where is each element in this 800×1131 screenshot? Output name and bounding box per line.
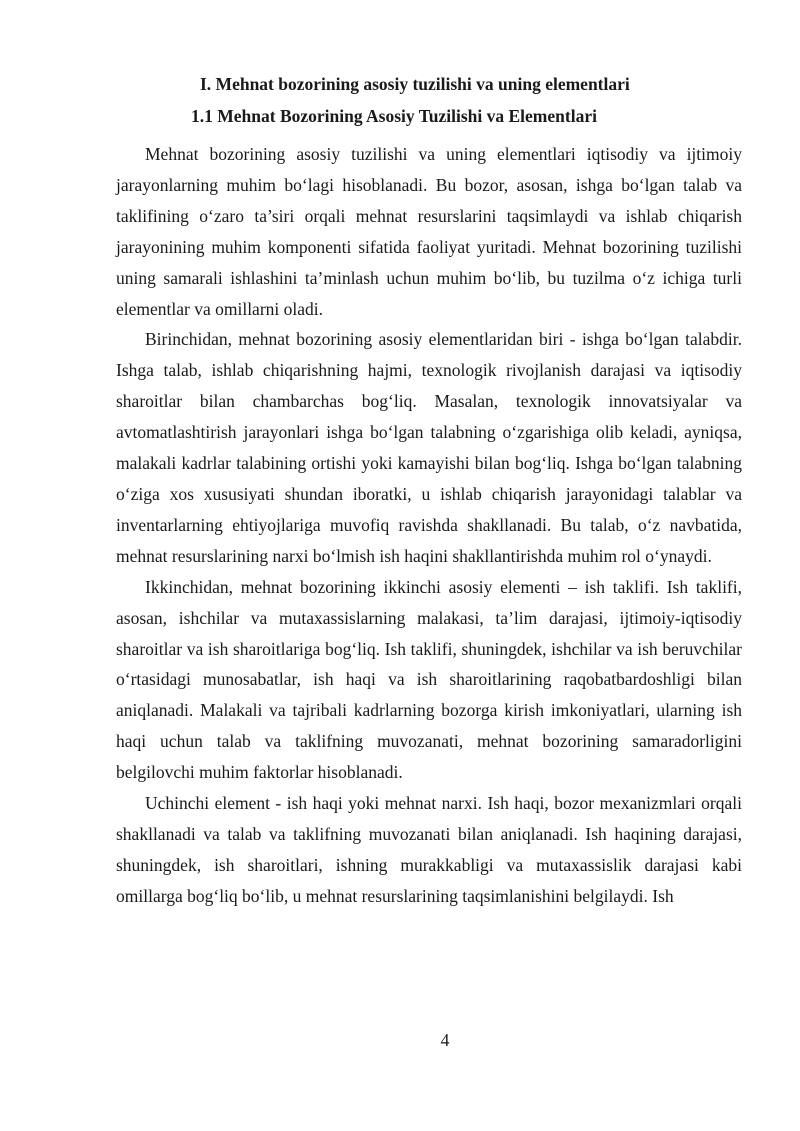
section-heading: I. Mehnat bozorining asosiy tuzilishi va uning elementlari [200, 74, 630, 94]
subsection-heading: 1.1 Mehnat Bozorining Asosiy Tuzilishi va Elementlari [191, 106, 597, 126]
paragraph: Birinchidan, mehnat bozorining asosiy elementlaridan biri - ishga bo‘lgan talabdir. Ishga talab, ishlab chiqarishning hajmi, texnologik rivojlanish darajasi va iqtisodiy sharoitlar bilan chambarchas bog‘liq. Masalan, texnologik innovatsiyalar va avtomatlashtirish jarayonlari ishga bo‘lgan talabning o‘zgarishiga olib keladi, ayniqsa, malakali kadrlar talabining ortishi yoki kamayishi bilan bog‘liq. Ishga bo‘lgan talabning o‘ziga xos xususiyati shundan iboratki, u ishlab chiqarish jarayonidagi talablar va inventarlarning ehtiyojlariga muvofiq ravishda shakllanadi. Bu talab, o‘z navbatida, mehnat resurslarining narxi bo‘lmish ish haqini shakllantirishda muhim rol o‘ynaydi. [116, 329, 742, 566]
paragraph: Ikkinchidan, mehnat bozorining ikkinchi asosiy elementi – ish taklifi. Ish taklifi, asosan, ishchilar va mutaxassislarning malakasi, ta’lim darajasi, ijtimoiy-iqtisodiy sharoitlar va ish sharoitlariga bog‘liq. Ish taklifi, shuningdek, ishchilar va ish beruvchilar o‘rtasidagi munosabatlar, ish haqi va ish sharoitlarining raqobatbardoshligi bilan aniqlanadi. Malakali va tajribali kadrlarning bozorga kirish imkoniyatlari, ularning ish haqi uchun talab va taklifning muvozanati, mehnat bozorining samaradorligini belgilovchi muhim faktorlar hisoblanadi. [116, 576, 742, 783]
paragraph: Mehnat bozorining asosiy tuzilishi va uning elementlari iqtisodiy va ijtimoiy jarayonlarning muhim bo‘lagi hisoblanadi. Bu bozor, asosan, ishga bo‘lgan talab va taklifining o‘zaro ta’siri orqali mehnat resurslarini taqsimlaydi va ishlab chiqarish jarayonining muhim komponenti sifatida faoliyat yuritadi. Mehnat bozorining tuzilishi uning samarali ishlashini ta’minlash uchun muhim bo‘lib, bu tuzilma o‘z ichiga turli elementlar va omillarni oladi. [116, 144, 742, 319]
paragraph: Uchinchi element - ish haqi yoki mehnat narxi. Ish haqi, bozor mexanizmlari orqali shakllanadi va talab va taklifning muvozanati bilan aniqlanadi. Ish haqining darajasi, shuningdek, ish sharoitlari, ishning murakkabligi va mutaxassislik darajasi kabi omillarga bog‘liq bo‘lib, u mehnat resurslarining taqsimlanishini belgilaydi. Ish [116, 793, 742, 906]
body-text [116, 139, 742, 912]
page-number: 4 [440, 1030, 450, 1050]
